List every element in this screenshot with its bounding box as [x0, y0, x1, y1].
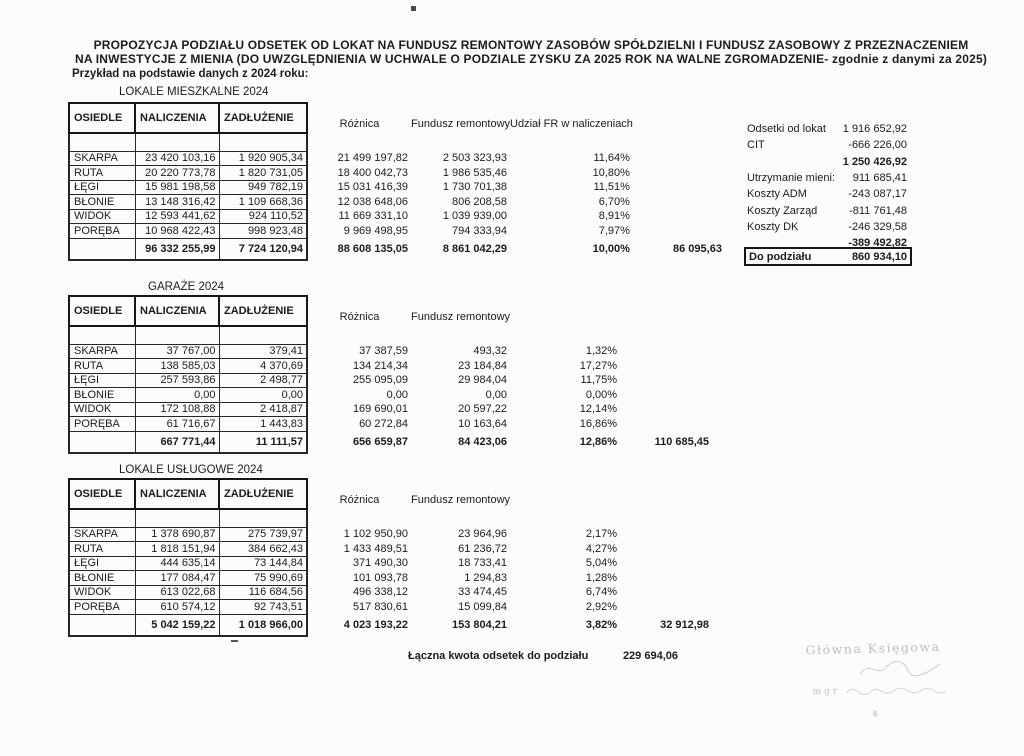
table-row	[69, 556, 712, 571]
osiedle-cell: WIDOK	[69, 402, 135, 417]
value-cell: 10,00%	[592, 243, 630, 255]
value-cell: 20 597,22	[458, 403, 508, 416]
document-subtitle: Przykład na podstawie danych z 2024 roku:	[72, 68, 309, 80]
value-cell: 1 730 701,38	[442, 181, 508, 194]
table-row	[69, 542, 712, 557]
stamp-title: Główna Księgowa	[805, 638, 941, 658]
col-header-naliczenia: NALICZENIA	[135, 103, 219, 133]
panel-value: -246 329,58	[848, 220, 907, 233]
osiedle-cell	[69, 614, 135, 636]
value-cell: 275 739,97	[219, 527, 307, 542]
value-cell: 73 144,84	[219, 556, 307, 571]
value-cell: 949 782,19	[219, 180, 307, 195]
value-cell: 33 474,45	[458, 586, 508, 599]
value-cell: 493,32	[473, 345, 508, 358]
value-cell: 0,00	[485, 388, 508, 401]
section-title-lokale-mieszkalne: LOKALE MIESZKALNE 2024	[119, 86, 269, 98]
value-cell: 1 433 489,51	[343, 542, 408, 555]
value-cell: 2 418,87	[219, 402, 307, 417]
panel-label: Utrzymanie mieni:	[747, 172, 836, 185]
value-cell: 21 499 197,82	[337, 152, 408, 165]
col-header-spacer	[633, 103, 725, 151]
value-cell: 15 031 416,39	[337, 181, 408, 194]
value-cell: 2 503 323,93	[442, 152, 508, 165]
value-cell: 18 733,41	[458, 557, 508, 570]
panel-value: 1 916 652,92	[842, 123, 907, 136]
osiedle-cell: PORĘBA	[69, 600, 135, 615]
value-cell: 1 986 535,46	[442, 166, 508, 179]
panel-value: -243 087,17	[848, 188, 907, 201]
table-body	[69, 344, 712, 431]
value-cell: 11,75%	[580, 374, 618, 387]
osiedle-cell: BŁONIE	[69, 571, 135, 586]
panel-label: Koszty DK	[747, 220, 799, 233]
panel-label: Odsetki od lokat	[747, 123, 826, 136]
osiedle-cell	[69, 238, 135, 260]
value-cell: 12,14%	[579, 403, 618, 416]
value-cell: 12,86%	[579, 436, 618, 448]
value-cell: 517 830,61	[352, 600, 408, 613]
table-row	[69, 571, 712, 586]
value-cell: 11 669 331,10	[338, 210, 408, 223]
table-row	[69, 373, 712, 388]
col-header-naliczenia: NALICZENIA	[135, 296, 219, 326]
value-cell: 18 400 042,73	[337, 166, 408, 179]
panel-label: Koszty Zarząd	[747, 204, 818, 217]
value-cell: 10 163,64	[458, 417, 508, 430]
value-cell: 101 093,78	[352, 571, 408, 584]
do-podzialu-value: 860 934,10	[851, 250, 907, 263]
osiedle-cell: PORĘBA	[69, 417, 135, 432]
value-cell: 1 443,83	[219, 417, 307, 432]
value-cell: 37 387,59	[359, 345, 408, 358]
panel-label: Koszty ADM	[747, 188, 807, 201]
col-header-fundusz-remontowy: Fundusz remontowy	[411, 118, 511, 130]
table-body	[69, 151, 725, 238]
value-cell	[620, 527, 712, 542]
value-cell: 656 659,87	[352, 436, 408, 448]
value-cell: 1 294,83	[464, 571, 508, 584]
value-cell: 496 338,12	[352, 586, 408, 599]
value-cell: 0,00	[386, 388, 408, 401]
value-cell: 12 038 648,06	[337, 195, 408, 208]
value-cell: 4 023 193,22	[343, 619, 408, 631]
value-cell: 6,74%	[585, 586, 618, 599]
value-cell	[620, 600, 712, 615]
signature-squiggle	[856, 656, 947, 680]
value-cell	[620, 388, 712, 403]
col-header-zadluzenie: ZADŁUŻENIE	[219, 479, 307, 509]
table-lokale-uslugowe	[68, 478, 712, 637]
value-cell: 29 984,04	[458, 374, 508, 387]
value-cell: 61 236,72	[458, 542, 508, 555]
value-cell: 134 214,34	[352, 359, 408, 372]
value-cell	[620, 359, 712, 374]
stamp-illegible-text	[844, 684, 954, 697]
osiedle-cell: PORĘBA	[69, 224, 135, 239]
value-cell: 4,27%	[585, 542, 618, 555]
value-cell: 794 333,94	[451, 224, 508, 237]
accountant-stamp	[805, 638, 996, 698]
osiedle-cell: ŁĘGI	[69, 556, 135, 571]
value-cell	[633, 209, 725, 224]
value-cell: 86 095,63	[673, 243, 722, 255]
value-cell: 177 084,47	[135, 571, 219, 586]
value-cell: 60 272,84	[359, 417, 408, 430]
value-cell: 806 208,58	[451, 195, 508, 208]
value-cell: 7 724 120,94	[219, 238, 307, 260]
col-header-osiedle: OSIEDLE	[69, 296, 135, 326]
panel-subtotal-value: 1 250 426,92	[842, 155, 907, 168]
panel-value: -666 226,00	[848, 139, 907, 152]
osiedle-cell	[69, 431, 135, 453]
osiedle-cell: SKARPA	[69, 151, 135, 166]
section-title-lokale-uslugowe: LOKALE USŁUGOWE 2024	[119, 464, 263, 476]
col-header-spacer	[620, 479, 712, 527]
table-row	[69, 238, 725, 260]
table-garaze	[68, 295, 712, 454]
value-cell: 88 608 135,05	[337, 243, 408, 255]
table-total-row	[69, 614, 712, 636]
table-row	[69, 600, 712, 615]
table-row	[69, 166, 725, 181]
value-cell: 2,92%	[585, 600, 618, 613]
value-cell: 11 111,57	[219, 431, 307, 453]
value-cell: 610 574,12	[135, 600, 219, 615]
value-cell	[620, 571, 712, 586]
value-cell: 444 635,14	[135, 556, 219, 571]
osiedle-cell: RUTA	[69, 542, 135, 557]
value-cell	[620, 542, 712, 557]
value-cell: 7,97%	[598, 224, 630, 237]
value-cell: 379,41	[219, 344, 307, 359]
value-cell	[620, 344, 712, 359]
value-cell: 9 969 498,95	[343, 224, 408, 237]
value-cell	[633, 224, 725, 239]
table-row	[69, 209, 725, 224]
value-cell: 16,86%	[579, 417, 618, 430]
col-header-roznica: Różnica	[339, 494, 380, 506]
table-row	[69, 344, 712, 359]
table-row	[69, 417, 712, 432]
value-cell	[620, 585, 712, 600]
value-cell: 667 771,44	[135, 431, 219, 453]
value-cell: 1 039 939,00	[442, 210, 508, 223]
document-title-line1: PROPOZYCJA PODZIAŁU ODSETEK OD LOKAT NA FUNDUSZ REMONTOWY ZASOBÓW SPÓŁDZIELNI I FUNDUSZ ZASOBOWY Z PRZEZNACZENIEM	[93, 38, 969, 52]
panel-value: -811 761,48	[849, 204, 907, 217]
value-cell: 0,00%	[585, 388, 618, 401]
col-header-spacer	[510, 479, 620, 527]
value-cell	[633, 195, 725, 210]
value-cell: 1 378 690,87	[135, 527, 219, 542]
col-header-spacer	[620, 296, 712, 344]
col-header-osiedle: OSIEDLE	[69, 479, 135, 509]
value-cell: 23 964,96	[458, 528, 508, 541]
stamp-signature-line	[812, 683, 996, 698]
value-cell	[633, 166, 725, 181]
value-cell: 12 593 441,62	[135, 209, 219, 224]
value-cell: 5 042 159,22	[135, 614, 219, 636]
scan-artifact-dash	[231, 640, 238, 642]
value-cell: 2 498,77	[219, 373, 307, 388]
value-cell: 384 662,43	[219, 542, 307, 557]
value-cell: 75 990,69	[219, 571, 307, 586]
value-cell: 11,64%	[593, 152, 630, 165]
value-cell: 153 804,21	[451, 619, 508, 631]
osiedle-cell: ŁĘGI	[69, 180, 135, 195]
value-cell: 8 861 042,29	[442, 243, 508, 255]
value-cell: 5,04%	[585, 557, 618, 570]
value-cell: 172 108,88	[135, 402, 219, 417]
stamp-artifact-dot	[873, 711, 877, 717]
value-cell	[620, 417, 712, 432]
value-cell: 1 820 731,05	[219, 166, 307, 181]
value-cell: 0,00	[219, 388, 307, 403]
stamp-signature-prefix: mgr	[812, 686, 841, 698]
table-row	[69, 388, 712, 403]
value-cell: 116 684,56	[219, 585, 307, 600]
do-podzialu-label: Do podziału	[749, 250, 812, 263]
value-cell: 20 220 773,78	[135, 166, 219, 181]
value-cell: 8,91%	[598, 210, 630, 223]
osiedle-cell: ŁĘGI	[69, 373, 135, 388]
document-title-line2: NA INWESTYCJE Z MIENIA (DO UWZGLĘDNIENIA W UCHWALE O PODZIALE ZYSKU ZA 2025 ROK NA WALNE ZGROMADZENIE- zgodnie z danymi za 2025)	[74, 52, 988, 66]
table-lokale-mieszkalne	[68, 102, 725, 261]
table-row	[69, 195, 725, 210]
value-cell: 10 968 422,43	[135, 224, 219, 239]
osiedle-cell: BŁONIE	[69, 195, 135, 210]
value-cell: 110 685,45	[654, 436, 710, 448]
value-cell: 37 767,00	[135, 344, 219, 359]
col-header-udzial-fr: Udział FR w naliczeniach	[510, 118, 633, 130]
panel-value: 911 685,41	[852, 172, 907, 185]
value-cell	[620, 402, 712, 417]
table-row	[69, 402, 712, 417]
grand-total-label: Łączna kwota odsetek do podziału	[408, 650, 589, 662]
value-cell: 84 423,06	[458, 436, 508, 448]
col-header-zadluzenie: ZADŁUŻENIE	[219, 103, 307, 133]
osiedle-cell: WIDOK	[69, 209, 135, 224]
value-cell: 6,70%	[598, 195, 630, 208]
panel-subtotal-value: -389 492,82	[848, 237, 907, 250]
value-cell: 3,82%	[585, 619, 618, 631]
col-header-spacer	[510, 296, 620, 344]
value-cell: 17,27%	[579, 359, 618, 372]
table-row	[69, 224, 725, 239]
table-row	[69, 527, 712, 542]
col-header-roznica: Różnica	[339, 118, 380, 130]
osiedle-cell: RUTA	[69, 166, 135, 181]
value-cell: 1 818 151,94	[135, 542, 219, 557]
osiedle-cell: SKARPA	[69, 527, 135, 542]
value-cell	[620, 373, 712, 388]
table-row	[69, 431, 712, 453]
value-cell: 4 370,69	[219, 359, 307, 374]
table-row	[69, 585, 712, 600]
value-cell	[633, 180, 725, 195]
osiedle-cell: SKARPA	[69, 344, 135, 359]
value-cell: 0,00	[135, 388, 219, 403]
osiedle-cell: RUTA	[69, 359, 135, 374]
value-cell: 13 148 316,42	[135, 195, 219, 210]
table-row	[69, 614, 712, 636]
value-cell: 257 593,86	[135, 373, 219, 388]
value-cell: 924 110,52	[219, 209, 307, 224]
col-header-fundusz-remontowy: Fundusz remontowy	[411, 494, 511, 506]
value-cell: 255 095,09	[352, 374, 408, 387]
grand-total-line	[408, 650, 678, 662]
value-cell: 23 420 103,16	[135, 151, 219, 166]
value-cell: 15 981 198,58	[135, 180, 219, 195]
value-cell: 96 332 255,99	[135, 238, 219, 260]
value-cell: 15 099,84	[458, 600, 508, 613]
value-cell: 998 923,48	[219, 224, 307, 239]
value-cell: 1 920 905,34	[219, 151, 307, 166]
value-cell: 92 743,51	[219, 600, 307, 615]
value-cell: 169 690,01	[352, 403, 408, 416]
table-row	[69, 359, 712, 374]
grand-total-value: 229 694,06	[622, 650, 678, 662]
value-cell: 23 184,84	[458, 359, 508, 372]
value-cell: 1 109 668,36	[219, 195, 307, 210]
do-podzialu-box	[744, 247, 912, 266]
scan-artifact-dot	[411, 6, 416, 11]
value-cell: 32 912,98	[660, 619, 710, 631]
table-row	[69, 180, 725, 195]
col-header-roznica: Różnica	[339, 311, 380, 323]
value-cell: 61 716,67	[135, 417, 219, 432]
summary-panel	[747, 121, 907, 251]
value-cell: 10,80%	[592, 166, 630, 179]
value-cell: 613 022,68	[135, 585, 219, 600]
table-total-row	[69, 238, 725, 260]
table-row	[69, 151, 725, 166]
value-cell: 1,28%	[585, 571, 618, 584]
value-cell: 138 585,03	[135, 359, 219, 374]
value-cell: 1 102 950,90	[343, 528, 408, 541]
osiedle-cell: WIDOK	[69, 585, 135, 600]
col-header-fundusz-remontowy: Fundusz remontowy	[411, 311, 511, 323]
col-header-naliczenia: NALICZENIA	[135, 479, 219, 509]
value-cell	[633, 151, 725, 166]
osiedle-cell: BŁONIE	[69, 388, 135, 403]
document-title	[70, 38, 992, 66]
value-cell: 2,17%	[585, 528, 618, 541]
value-cell	[620, 556, 712, 571]
value-cell: 11,51%	[593, 181, 630, 194]
section-title-garaze: GARAŻE 2024	[148, 281, 225, 293]
col-header-zadluzenie: ZADŁUŻENIE	[219, 296, 307, 326]
panel-label: CIT	[747, 139, 765, 152]
table-body	[69, 527, 712, 614]
value-cell: 371 490,30	[352, 557, 408, 570]
value-cell: 1,32%	[585, 345, 618, 358]
col-header-osiedle: OSIEDLE	[69, 103, 135, 133]
table-total-row	[69, 431, 712, 453]
value-cell: 1 018 966,00	[219, 614, 307, 636]
